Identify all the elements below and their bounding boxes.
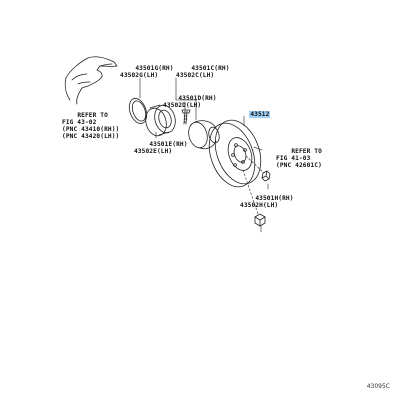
snap-ring [126, 96, 150, 126]
part-label-43512[interactable] [234, 104, 270, 125]
part-label-43501G: 43501G(RH) 43502G(LH) [120, 65, 174, 79]
part-label-43501C: 43501C(RH) 43502C(LH) [176, 65, 230, 79]
part-label-43501H: 43501H(RH) 43502H(LH) [240, 195, 294, 209]
pointing-hand-icon [65, 57, 117, 104]
brake-disc [201, 114, 269, 193]
highlighted-part-number[interactable]: 43512 [250, 111, 270, 118]
reference-fig-43-02: REFER TO FIG 43-02 (PNC 43410(RH)) (PNC 43420(LH)) [62, 112, 120, 140]
reference-fig-41-03: REFER TO FIG 41-03 (PNC 42601C) [276, 148, 322, 169]
part-label-43501D: 43501D(RH) 43502D(LH) [163, 95, 217, 109]
figure-id: 43095C [366, 383, 390, 390]
part-label-43501E: 43501E(RH) 43502E(LH) [134, 141, 188, 155]
